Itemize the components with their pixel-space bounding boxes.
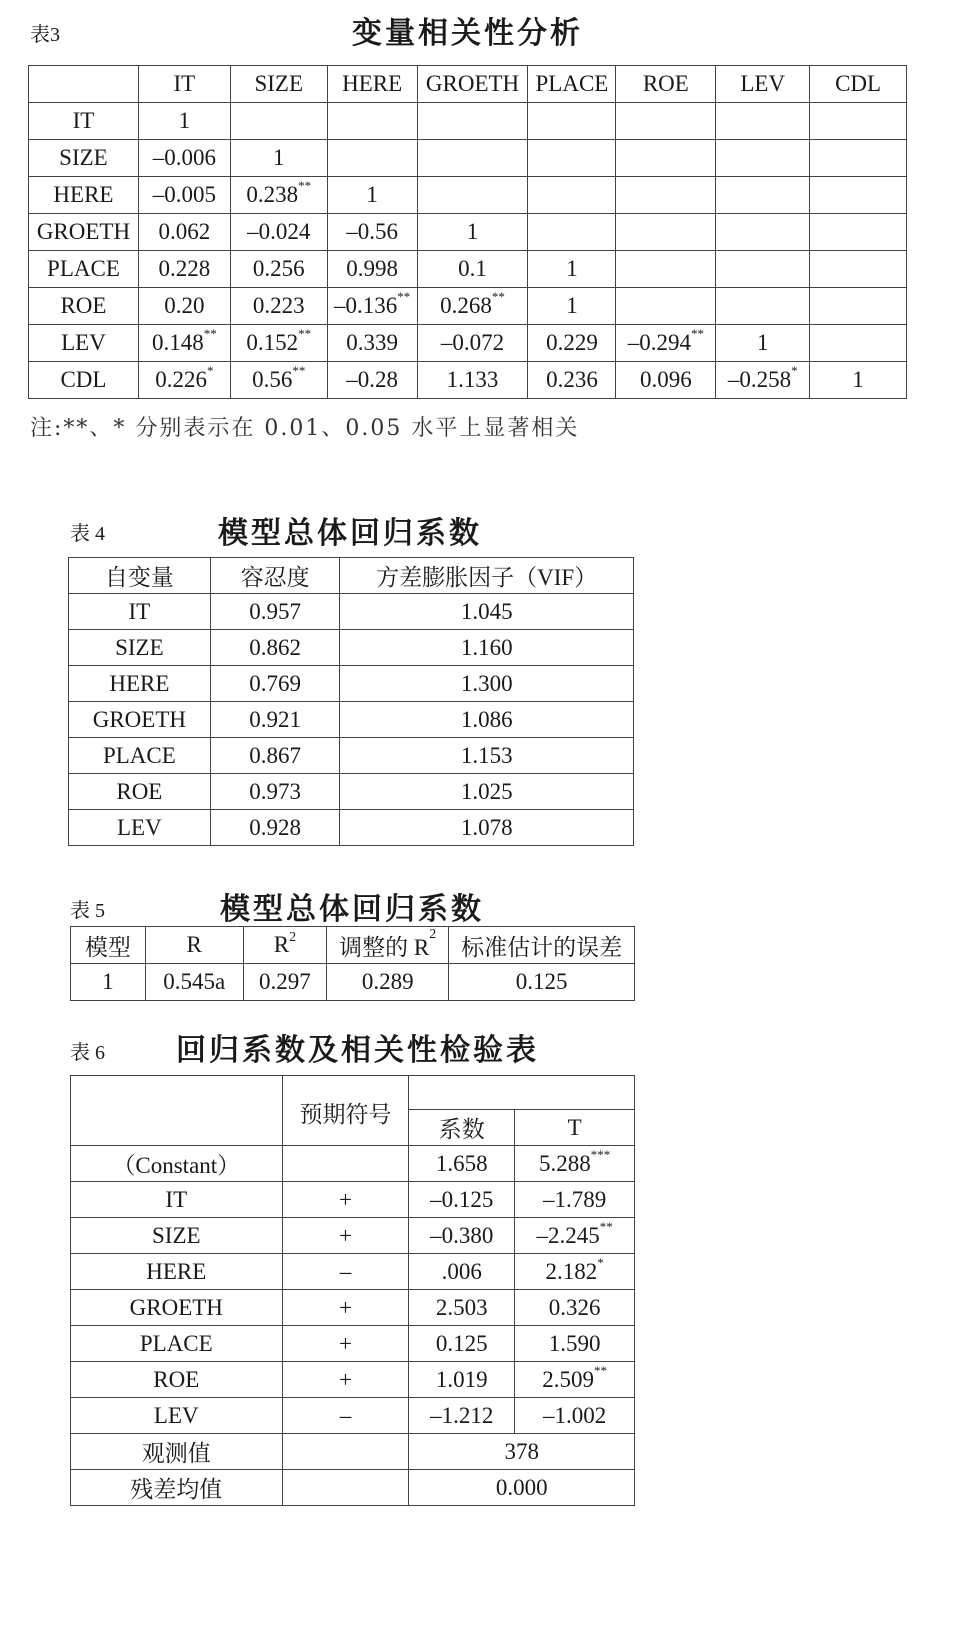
table6-header-blank (71, 1076, 283, 1146)
table5-cell-se: 0.125 (449, 964, 635, 1001)
table3-row-label: CDL (29, 362, 139, 399)
table6-t-value (515, 1218, 635, 1254)
table3-row-label: GROETH (29, 214, 139, 251)
table6-residual-row (71, 1470, 635, 1506)
correlation-table (28, 65, 907, 399)
table3-cell-value: 0.226 (155, 367, 207, 392)
table3-cell (810, 288, 907, 325)
table6-row (71, 1398, 635, 1434)
table6-expected-sign: + (282, 1290, 409, 1326)
table4-cell: 1.300 (340, 666, 634, 702)
table3-cell (716, 103, 810, 140)
table4-row (69, 810, 634, 846)
table3-cell (138, 288, 230, 325)
table6-coef: –1.212 (409, 1398, 515, 1434)
model-summary-table (70, 926, 635, 1001)
table4-cell: GROETH (69, 702, 211, 738)
table3-cell (230, 251, 327, 288)
table3-cell (138, 251, 230, 288)
table3-cell (327, 140, 417, 177)
table3-cell (528, 362, 616, 399)
table4-cell: LEV (69, 810, 211, 846)
table3-cell-value: 1 (366, 182, 378, 207)
vif-table (68, 557, 634, 846)
table6-row (71, 1254, 635, 1290)
r2-label: R (273, 932, 290, 957)
table6-t-number: –1.002 (542, 1402, 607, 1428)
table3-header-cell: GROETH (417, 66, 528, 103)
table6-header-expected: 预期符号 (282, 1076, 409, 1146)
table3-row (29, 214, 907, 251)
table3-cell (327, 177, 417, 214)
significance-note: 注:**、* 分别表示在 0.01、0.05 水平上显著相关 (30, 416, 580, 441)
table5-header-r: R (145, 927, 243, 964)
table4-cell: 0.769 (210, 666, 340, 702)
table4-row (69, 594, 634, 630)
table6-coef: 1.019 (409, 1362, 515, 1398)
table4-cell: 0.957 (210, 594, 340, 630)
table3-cell (810, 177, 907, 214)
table3-row (29, 325, 907, 362)
table4-header-row (69, 558, 634, 594)
table3-cell (138, 177, 230, 214)
table3-cell (810, 103, 907, 140)
table3-cell-value: –0.28 (346, 367, 398, 392)
table4-cell: IT (69, 594, 211, 630)
table6-row (71, 1290, 635, 1326)
table3-cell (230, 214, 327, 251)
table3-cell-value: –0.006 (152, 145, 216, 170)
table6-t-number: 0.326 (548, 1294, 601, 1320)
table3-cell (616, 251, 716, 288)
table6-expected-sign: – (282, 1254, 409, 1290)
table3-cell (716, 140, 810, 177)
table4-cell: 0.862 (210, 630, 340, 666)
table5-number: 表 5 (70, 900, 105, 922)
table6-row (71, 1182, 635, 1218)
table6-row (71, 1326, 635, 1362)
table6-t-number: 2.182 (545, 1258, 598, 1284)
table3-cell (327, 362, 417, 399)
table3-cell-value: –0.136 (333, 293, 398, 318)
table3-cell-value: 0.148 (151, 330, 204, 355)
table3-cell (528, 288, 616, 325)
significance-mark: * (791, 363, 798, 378)
significance-mark: ** (690, 326, 704, 341)
table6-row-label: IT (71, 1182, 283, 1218)
observations-label: 观测值 (71, 1434, 283, 1470)
table4-row (69, 774, 634, 810)
table3-cell (417, 362, 528, 399)
table3-cell (138, 140, 230, 177)
table4-row (69, 666, 634, 702)
table5-header-row (71, 927, 635, 964)
table3-cell (417, 288, 528, 325)
table3-cell (417, 214, 528, 251)
table6-coef: 2.503 (409, 1290, 515, 1326)
table3-cell-value: 0.096 (639, 367, 692, 392)
table5-header-se: 标准估计的误差 (449, 927, 635, 964)
table3-cell-value: 1 (566, 256, 578, 281)
table6-row-label: GROETH (71, 1290, 283, 1326)
table3-row (29, 177, 907, 214)
table3-cell (716, 362, 810, 399)
table6-row-label: ROE (71, 1362, 283, 1398)
table4-cell: SIZE (69, 630, 211, 666)
table3-row (29, 103, 907, 140)
table3-cell (230, 103, 327, 140)
table3-cell-value: 1 (178, 108, 191, 133)
significance-mark: ** (298, 326, 312, 341)
residual-mean-blank (282, 1470, 409, 1506)
table3-cell-value: 1 (566, 293, 578, 318)
table5-cell-model: 1 (71, 964, 146, 1001)
table5-cell-adj-r2: 0.289 (327, 964, 449, 1001)
table3-cell (528, 214, 616, 251)
table3-header-cell: SIZE (230, 66, 327, 103)
table3-header-cell: IT (138, 66, 230, 103)
table4-row (69, 630, 634, 666)
table6-row (71, 1146, 635, 1182)
table3-cell (616, 103, 716, 140)
table4-cell: 0.973 (210, 774, 340, 810)
table6-t-number: 5.288 (538, 1150, 591, 1176)
table6-expected-sign: + (282, 1182, 409, 1218)
table6-t-value (515, 1362, 635, 1398)
table3-cell-value: 0.229 (546, 330, 598, 355)
table4-row (69, 702, 634, 738)
table6-t-value (515, 1146, 635, 1182)
significance-mark: * (206, 363, 214, 378)
table6-coef: –0.380 (409, 1218, 515, 1254)
significance-mark: * (597, 1254, 604, 1270)
table6-header-row-1 (71, 1076, 635, 1110)
significance-mark: ** (599, 1218, 613, 1234)
table3-cell (810, 214, 907, 251)
table3-cell (417, 140, 528, 177)
table3-cell (810, 362, 907, 399)
table6-expected-sign: + (282, 1362, 409, 1398)
table3-cell (528, 140, 616, 177)
table3-cell (616, 140, 716, 177)
table6-coef: 1.658 (409, 1146, 515, 1182)
table4-cell: 1.045 (340, 594, 634, 630)
table3-cell-value: 1 (852, 367, 864, 392)
table5-title: 模型总体回归系数 (220, 892, 484, 927)
table3-cell (810, 251, 907, 288)
table4-cell: 0.867 (210, 738, 340, 774)
table3-cell (230, 140, 327, 177)
table3-cell-value: 0.223 (252, 293, 305, 318)
observations-blank (282, 1434, 409, 1470)
table4-number: 表 4 (70, 523, 105, 545)
table6-header-group (409, 1076, 635, 1110)
table5-cell-r2: 0.297 (243, 964, 327, 1001)
table3-cell-value: 1 (756, 330, 769, 355)
table3-cell (616, 362, 716, 399)
table4-cell: 1.153 (340, 738, 634, 774)
table3-cell (417, 251, 528, 288)
residual-mean-value: 0.000 (409, 1470, 635, 1506)
residual-mean-label: 残差均值 (71, 1470, 283, 1506)
table3-row-label: IT (29, 103, 139, 140)
observations-value: 378 (409, 1434, 635, 1470)
table6-coef: 0.125 (409, 1326, 515, 1362)
table3-cell (230, 177, 327, 214)
table3-cell (716, 325, 810, 362)
table6-t-number: 1.590 (548, 1330, 601, 1356)
table4-title: 模型总体回归系数 (218, 516, 482, 551)
table5-data-row (71, 964, 635, 1001)
table6-row-label: LEV (71, 1398, 283, 1434)
table3-cell (327, 288, 417, 325)
significance-mark: ** (203, 326, 217, 341)
table3-cell-value: –0.294 (627, 330, 691, 355)
table3-cell-value: 0.56 (252, 367, 293, 392)
table3-cell (810, 325, 907, 362)
table3-cell (327, 103, 417, 140)
table6-t-value (515, 1398, 635, 1434)
table6-row-label: PLACE (71, 1326, 283, 1362)
table3-cell-value: –0.005 (152, 182, 216, 207)
table6-body (71, 1146, 635, 1434)
significance-mark: ** (593, 1362, 607, 1378)
table3-cell (528, 103, 616, 140)
table4-header-cell: 方差膨胀因子（VIF） (340, 558, 634, 594)
r2-superscript: 2 (289, 930, 297, 945)
table3-row-label: ROE (29, 288, 139, 325)
table3-cell (616, 214, 716, 251)
table6-number: 表 6 (70, 1042, 105, 1064)
table3-cell-value: 0.236 (546, 367, 598, 392)
table3-header-cell: HERE (327, 66, 417, 103)
table5-header-adj-r2 (327, 927, 449, 964)
table6-coef: .006 (409, 1254, 515, 1290)
table6-t-number: 2.509 (542, 1366, 594, 1392)
table3-header-cell: PLACE (528, 66, 616, 103)
table3-cell-value: 0.1 (458, 256, 487, 281)
table6-row-label: SIZE (71, 1218, 283, 1254)
table4-cell: HERE (69, 666, 211, 702)
table6-expected-sign: + (282, 1218, 409, 1254)
table4-row (69, 738, 634, 774)
table6-row-label: HERE (71, 1254, 283, 1290)
table3-cell-value: 0.062 (158, 219, 211, 244)
table3-cell-value: 0.339 (346, 330, 398, 355)
table3-cell (528, 177, 616, 214)
table4-cell: 1.078 (340, 810, 634, 846)
table6-t-value (515, 1290, 635, 1326)
table3-row-label: PLACE (29, 251, 139, 288)
table3-cell (327, 251, 417, 288)
table3-number: 表3 (30, 24, 60, 46)
table3-cell (716, 251, 810, 288)
table3-cell (327, 325, 417, 362)
table3-cell (716, 288, 810, 325)
table6-expected-sign: + (282, 1326, 409, 1362)
regression-table (70, 1075, 635, 1506)
adj-r2-superscript: 2 (429, 926, 437, 942)
table6-observations-row (71, 1434, 635, 1470)
table6-t-value (515, 1182, 635, 1218)
table3-cell (417, 325, 528, 362)
table3-cell (616, 288, 716, 325)
significance-mark: ** (298, 178, 312, 193)
table3-cell-value: 0.228 (158, 256, 211, 281)
significance-mark: *** (590, 1146, 611, 1162)
table3-cell-value: 0.152 (246, 330, 299, 355)
significance-mark: ** (491, 289, 505, 304)
table3-cell (716, 177, 810, 214)
table3-header-row (29, 66, 907, 103)
table4-body (69, 594, 634, 846)
table6-header-t: T (515, 1110, 635, 1146)
table6-coef: –0.125 (409, 1182, 515, 1218)
table3-row-label: SIZE (29, 140, 139, 177)
table3-row-label: HERE (29, 177, 139, 214)
table3-cell (138, 362, 230, 399)
table3-cell (138, 103, 230, 140)
table3-cell-value: 0.238 (246, 182, 299, 207)
table3-cell (417, 103, 528, 140)
table3-cell (230, 362, 327, 399)
table3-row (29, 251, 907, 288)
table5-header-r2 (243, 927, 327, 964)
significance-mark: ** (397, 289, 411, 304)
table3-cell-value: 0.256 (252, 256, 305, 281)
table3-row-label: LEV (29, 325, 139, 362)
table3-cell-value: –0.024 (247, 219, 311, 244)
table3-cell (616, 325, 716, 362)
table6-t-number: –2.245 (536, 1222, 600, 1248)
table3-cell (616, 177, 716, 214)
table3-header-cell: ROE (616, 66, 716, 103)
table3-cell-value: 0.20 (164, 293, 205, 318)
table3-title: 变量相关性分析 (352, 16, 583, 51)
table3-row (29, 140, 907, 177)
table4-cell: ROE (69, 774, 211, 810)
table3-cell (230, 288, 327, 325)
table3-cell-value: 1 (466, 219, 479, 244)
table3-cell (716, 214, 810, 251)
table3-cell (528, 325, 616, 362)
table3-header-cell (29, 66, 139, 103)
table3-cell-value: 0.998 (346, 256, 398, 281)
table3-cell (810, 140, 907, 177)
table3-cell (138, 214, 230, 251)
table3-cell-value: 1.133 (446, 367, 499, 392)
table3-cell (138, 325, 230, 362)
table5-cell-r: 0.545a (145, 964, 243, 1001)
table3-cell-value: 1 (272, 145, 285, 170)
table6-t-number: –1.789 (542, 1186, 607, 1212)
table4-cell: 0.928 (210, 810, 340, 846)
table4-cell: 0.921 (210, 702, 340, 738)
table3-cell (528, 251, 616, 288)
table4-cell: 1.160 (340, 630, 634, 666)
table6-t-value (515, 1326, 635, 1362)
table3-cell (327, 214, 417, 251)
table4-cell: PLACE (69, 738, 211, 774)
table6-expected-sign: – (282, 1398, 409, 1434)
table3-header-cell: CDL (810, 66, 907, 103)
table5-header-model: 模型 (71, 927, 146, 964)
table4-header-cell: 自变量 (69, 558, 211, 594)
table4-header-cell: 容忍度 (210, 558, 340, 594)
table6-row (71, 1362, 635, 1398)
table4-cell: 1.086 (340, 702, 634, 738)
table6-header-coef: 系数 (409, 1110, 515, 1146)
table3-header-cell: LEV (716, 66, 810, 103)
table3-cell (230, 325, 327, 362)
significance-mark: ** (292, 363, 306, 378)
table3-cell-value: –0.258 (727, 367, 792, 392)
table6-t-value (515, 1254, 635, 1290)
table3-cell-value: –0.072 (440, 330, 505, 355)
table6-row-label: （Constant） (71, 1146, 283, 1182)
table6-expected-sign (282, 1146, 409, 1182)
table3-row (29, 362, 907, 399)
table3-row (29, 288, 907, 325)
table3-cell (417, 177, 528, 214)
table6-title: 回归系数及相关性检验表 (176, 1033, 539, 1068)
adj-r2-label: 调整的 R (339, 934, 430, 960)
table4-cell: 1.025 (340, 774, 634, 810)
table6-row (71, 1218, 635, 1254)
table3-cell-value: –0.56 (346, 219, 398, 244)
table3-body (29, 103, 907, 399)
table3-cell-value: 0.268 (440, 293, 492, 318)
